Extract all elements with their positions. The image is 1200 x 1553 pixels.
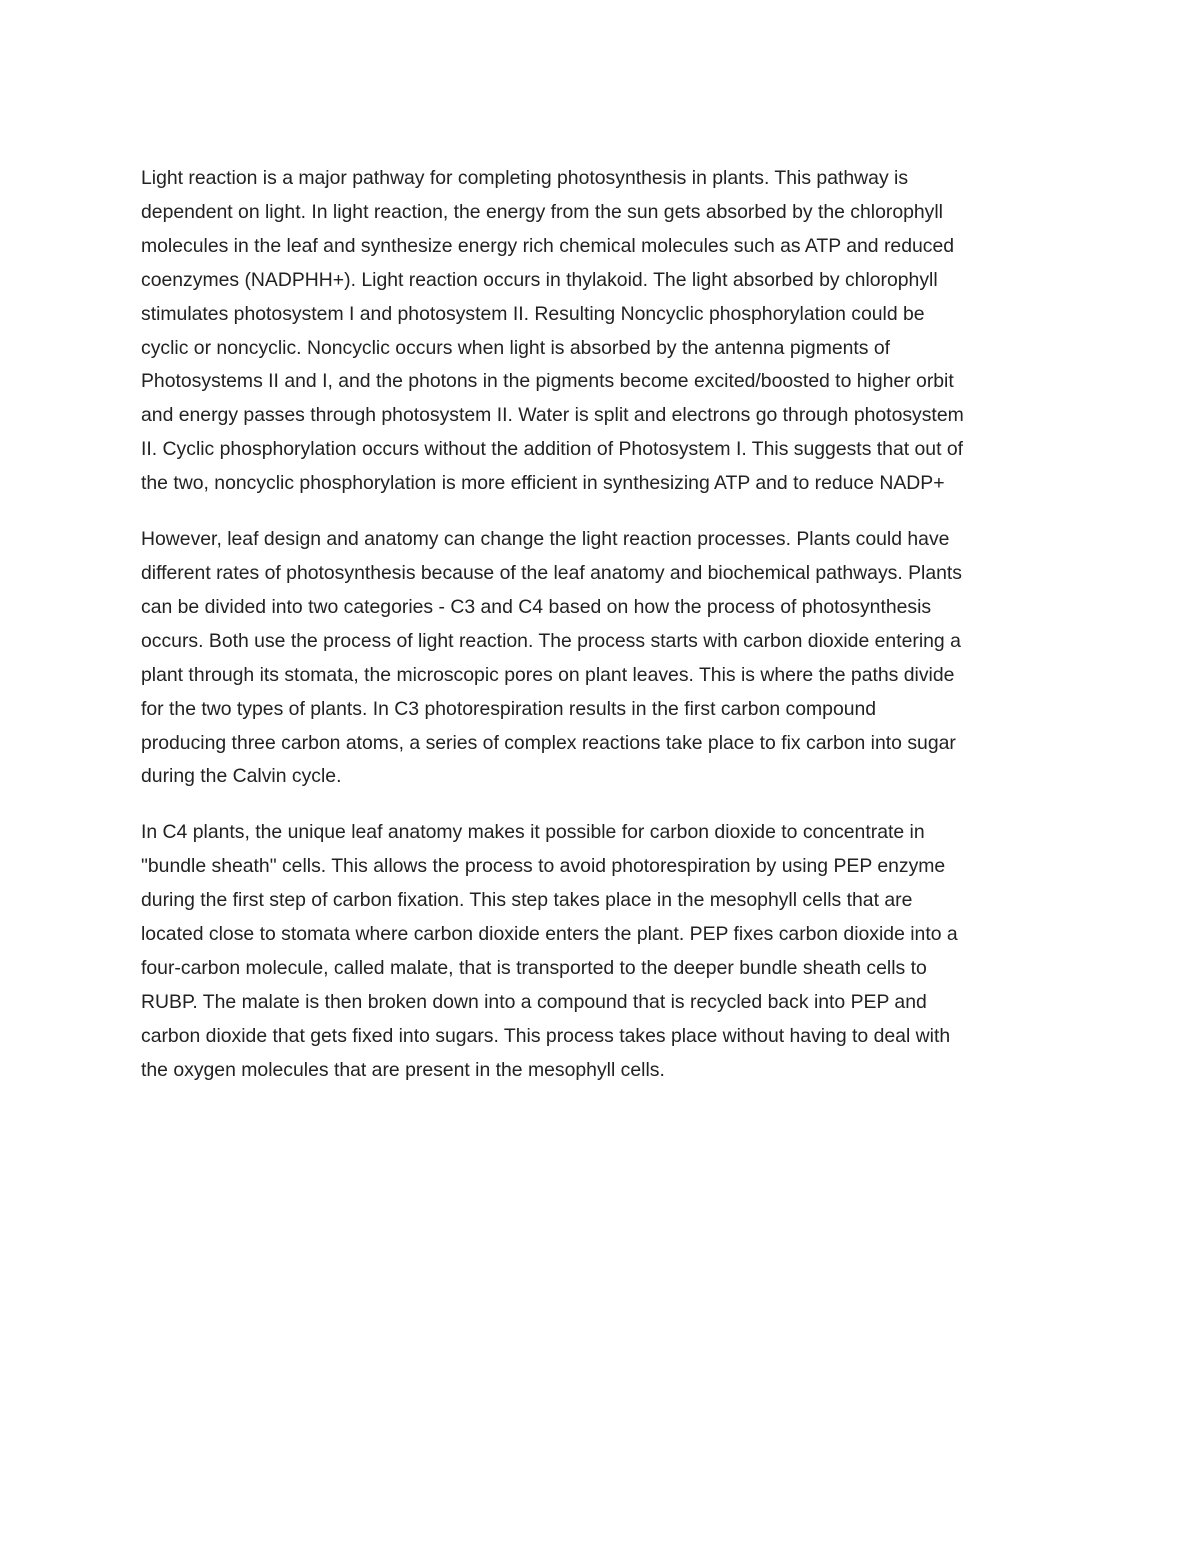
text-line: However, leaf design and anatomy can change the light reaction processes. Plants could have <box>141 528 950 551</box>
text-line: can be divided into two categories - C3 and C4 based on how the process of photosynthesis <box>141 595 932 618</box>
text-line: for the two types of plants. In C3 photorespiration results in the first carbon compound <box>141 697 877 720</box>
text-line: occurs. Both use the process of light reaction. The process starts with carbon dioxide entering a <box>141 629 961 652</box>
text-line: "bundle sheath" cells. This allows the process to avoid photorespiration by using PEP enzyme <box>141 855 946 878</box>
text-line: stimulates photosystem I and photosystem II. Resulting Noncyclic phosphorylation could be <box>141 302 925 325</box>
text-line: located close to stomata where carbon dioxide enters the plant. PEP fixes carbon dioxide into a <box>141 923 958 946</box>
text-line: different rates of photosynthesis because of the leaf anatomy and biochemical pathways. Plants <box>141 561 963 584</box>
text-line: coenzymes (NADPHH+). Light reaction occurs in thylakoid. The light absorbed by chlorophyll <box>141 268 938 291</box>
paragraph-light-reaction <box>141 162 1076 501</box>
text-line: and energy passes through photosystem II. Water is split and electrons go through photosystem <box>141 404 964 427</box>
text-line: during the first step of carbon fixation. This step takes place in the mesophyll cells that are <box>141 889 913 912</box>
text-line: In C4 plants, the unique leaf anatomy makes it possible for carbon dioxide to concentrate in <box>141 821 925 844</box>
text-line: RUBP. The malate is then broken down into a compound that is recycled back into PEP and <box>141 990 927 1013</box>
text-line: carbon dioxide that gets fixed into sugars. This process takes place without having to deal with <box>141 1024 951 1047</box>
paragraph-c4-plants <box>141 816 1076 1087</box>
paragraph-leaf-anatomy <box>141 523 1076 794</box>
text-line: plant through its stomata, the microscopic pores on plant leaves. This is where the paths divide <box>141 663 955 686</box>
text-line: during the Calvin cycle. <box>141 765 342 788</box>
text-line: cyclic or noncyclic. Noncyclic occurs when light is absorbed by the antenna pigments of <box>141 336 891 359</box>
text-line: Photosystems II and I, and the photons in the pigments become excited/boosted to higher orbit <box>141 370 954 393</box>
text-line: the two, noncyclic phosphorylation is more efficient in synthesizing ATP and to reduce NADP+ <box>141 472 945 495</box>
document-body <box>141 162 1076 1110</box>
text-line: the oxygen molecules that are present in the mesophyll cells. <box>141 1058 665 1081</box>
text-line: II. Cyclic phosphorylation occurs without the addition of Photosystem I. This suggests that out of <box>141 438 964 461</box>
text-line: Light reaction is a major pathway for completing photosynthesis in plants. This pathway is <box>141 167 909 189</box>
text-line: dependent on light. In light reaction, the energy from the sun gets absorbed by the chlorophyll <box>141 200 943 223</box>
text-line: four-carbon molecule, called malate, that is transported to the deeper bundle sheath cells to <box>141 956 927 979</box>
text-line: molecules in the leaf and synthesize energy rich chemical molecules such as ATP and reduced <box>141 234 955 257</box>
text-line: producing three carbon atoms, a series of complex reactions take place to fix carbon into sugar <box>141 731 956 754</box>
